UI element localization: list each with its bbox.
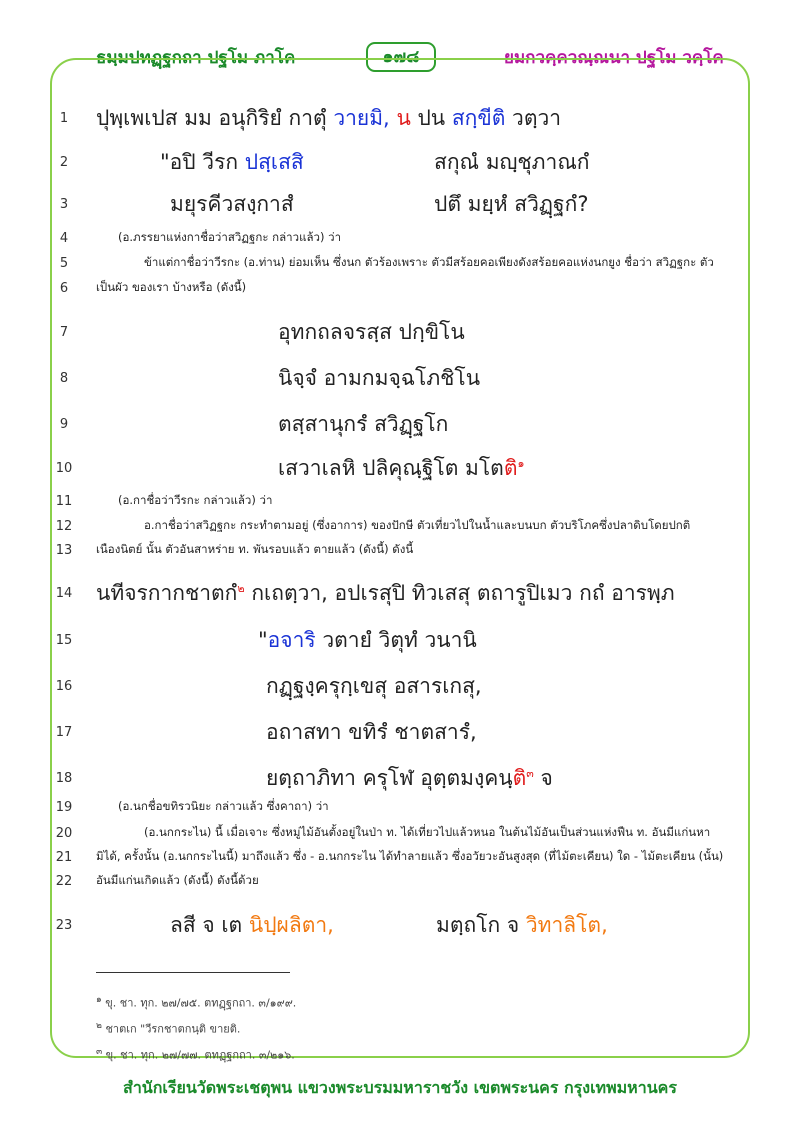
line-text [96, 577, 675, 610]
line-text [278, 452, 524, 485]
text-segment: ลสี จ เต [170, 913, 249, 937]
line-number: 14 [55, 586, 73, 601]
line-number: 9 [59, 417, 69, 432]
text-segment: สกฺขีติ [451, 106, 506, 130]
text-segment: อถาสทา ขทิรํ ชาตสารํ, [266, 720, 477, 744]
line-number: 6 [59, 281, 69, 296]
line-number: 21 [55, 850, 73, 865]
line-number: 17 [55, 725, 73, 740]
text-segment: นิจฺจํ อามกมจฺฉโภชิโน [278, 366, 481, 390]
text-segment: วายมิ, [333, 106, 390, 130]
line-text [278, 362, 480, 395]
text-segment: มยุรคีวสงฺกาสํ [170, 192, 294, 216]
line-text [278, 408, 448, 441]
line-text [170, 909, 334, 942]
text-segment: ติ [512, 766, 527, 790]
text-segment: (อ.นกชื่อขทิรวนิยะ กล่าวแล้ว ซึ่งคาถา) ว่า [118, 799, 329, 813]
text-segment: ปุพฺเพเปส มม อนุกิริยํ กาตุํ [96, 106, 334, 130]
text-segment: วตฺวา [505, 106, 562, 130]
text-segment: วิทาลิโต, [525, 913, 608, 937]
line-number: 10 [55, 461, 73, 476]
text-segment: อจาริ [267, 628, 316, 652]
line-text [144, 824, 710, 842]
line-text [96, 541, 413, 559]
text-segment: ปตึ มยฺหํ สวิฏฺฐกํ? [434, 192, 589, 216]
footnote-3: $^๓$ ขุ. ชา. ทุก. ๒๗/๗๗. ตทฏฺฐกถา. ๓/๒๑๖. [96, 1047, 295, 1062]
text-segment: (อ.ภรรยาแห่งกาชื่อว่าสวิฏฐกะ กล่าวแล้ว) ว่า [118, 230, 342, 244]
text-segment: ข้าแต่กาชื่อว่าวีรกะ (อ.ท่าน) ย่อมเห็น ซึ่งนก ตัวร้องเพราะ ตัวมีสร้อยคอเพียงดังสร้อยคอแห่งนกยูง ชื่อว่า สวิฏฐกะ ตัว [144, 255, 714, 269]
text-segment: อุทกถลจรสฺส ปกฺขิโน [278, 320, 465, 344]
line-text [118, 798, 329, 816]
footnote-marker: ๑ [517, 457, 525, 470]
text-segment: "อปิ วีรก [160, 150, 245, 174]
footnote-2: $^๒$ ชาตเก "วีรกชาตกนฺติ ขายติ. [96, 1021, 241, 1036]
footnote-marker: ๓ [526, 767, 534, 780]
line-text [118, 229, 341, 247]
page-number-box: ๑๗๘ [366, 42, 436, 72]
text-segment: กฏฺฐงฺครุกฺเขสุ อสารเกสุ, [266, 674, 482, 698]
footnote-1: $^๑$ ขุ. ชา. ทุก. ๒๗/๗๕. ตทฏฺฐกถา. ๓/๑๙๙. [96, 995, 297, 1010]
text-segment: ยตฺถาภิทา ครุโฬ อุตฺตมงฺคนฺ [266, 766, 513, 790]
line-number: 5 [59, 256, 69, 271]
line-text [96, 872, 259, 890]
text-segment: (อ.กาชื่อว่าวีรกะ กล่าวแล้ว) ว่า [118, 493, 273, 507]
line-number: 19 [55, 800, 73, 815]
line-number: 8 [59, 371, 69, 386]
text-segment: กเถตฺวา, อปเรสุปิ ทิวเสสุ ตถารูปิเมว กถํ อารพฺภ [244, 581, 675, 605]
line-number: 12 [55, 519, 73, 534]
text-segment: ติ [503, 456, 518, 480]
text-segment: มิได้, ครั้งนั้น (อ.นกกระไนนี้) มาถึงแล้ว ซึ่ง - อ.นกกระไน ได้ทำลายแล้ว ซึ่งอวัยวะอันสูงสุด (ที่ไม้ตะเคียน) ใด - ไม้ตะเคียน (นั้น) [96, 849, 724, 863]
footnote-marker: ๒ [237, 582, 245, 595]
text-segment: จ [533, 766, 553, 790]
text-segment: สกุณํ มญฺชุภาณกํ [434, 150, 590, 174]
line-text [144, 254, 714, 272]
line-number: 15 [55, 633, 73, 648]
text-segment: ตสฺสานุกรํ สวิฏฺฐโก [278, 412, 449, 436]
line-number: 18 [55, 771, 73, 786]
line-number: 16 [55, 679, 73, 694]
line-text-second-half [434, 146, 590, 179]
line-text [266, 762, 553, 795]
footnote-separator [96, 972, 290, 973]
line-text [160, 146, 304, 179]
line-text [266, 670, 482, 703]
line-text [96, 279, 246, 297]
line-number: 11 [55, 494, 73, 509]
line-number: 22 [55, 874, 73, 889]
header-right-title: ยมกวคฺควณฺณนา ปฐโม วคฺโค [504, 48, 724, 68]
line-number: 13 [55, 543, 73, 558]
text-segment: เนืองนิตย์ นั้น ตัวอันสาหร่าย ท. พันรอบแล้ว ตายแล้ว (ดังนี้) ดังนี้ [96, 542, 414, 556]
line-text [278, 316, 465, 349]
text-segment: " [258, 628, 268, 652]
line-number: 23 [55, 918, 73, 933]
line-text-second-half [436, 909, 608, 942]
text-segment: วตายํ วิตุทํ วนานิ [315, 628, 477, 652]
line-text [170, 188, 294, 221]
line-number: 20 [55, 826, 73, 841]
line-text-second-half [434, 188, 588, 221]
line-text [258, 624, 477, 657]
text-segment: อันมีแก่นเกิดแล้ว (ดังนี้) ดังนี้ด้วย [96, 873, 259, 887]
text-segment: เป็นผัว ของเรา บ้างหรือ (ดังนี้) [96, 280, 247, 294]
text-segment: (อ.นกกระไน) นี้ เมื่อเจาะ ซึ่งหมู่ไม้อันตั้งอยู่ในป่า ท. ได้เที่ยวไปแล้วหนอ ในต้นไม้อันเป็นส่วนแห่งฟืน ท. อันมีแก่นหา [144, 825, 711, 839]
header-left-title: ธมฺมปทฏฺฐกถา ปฐโม ภาโค [96, 48, 296, 68]
line-text [96, 102, 561, 135]
text-segment: อ.กาชื่อว่าสวิฏฐกะ กระทำตามอยู่ (ซึ่งอาการ) ของปักษี ตัวเที่ยวไปในน้ำและบนบก ตัวบริโภคซึ่งปลาดิบโดยปกติ [144, 518, 691, 532]
line-text [118, 492, 272, 510]
line-text [266, 716, 477, 749]
text-segment: น [396, 106, 411, 130]
text-segment: ปสฺเสสิ [244, 150, 304, 174]
line-number: 2 [59, 155, 69, 170]
text-segment: มตฺถโก จ [436, 913, 526, 937]
text-segment: นทีจรกากชาตกํ [96, 581, 238, 605]
line-number: 3 [59, 197, 69, 212]
line-text [96, 848, 723, 866]
line-number: 7 [59, 325, 69, 340]
footer-institution: สำนักเรียนวัดพระเชตุพน แขวงพระบรมมหาราชวัง เขตพระนคร กรุงเทพมหานคร [123, 1078, 677, 1097]
text-segment: ปน [410, 106, 452, 130]
text-segment: นิปฺผลิตา, [248, 913, 334, 937]
text-segment: เสวาเลหิ ปลิคุณฺฐิโต มโต [278, 456, 504, 480]
line-text [144, 517, 690, 535]
line-number: 4 [59, 231, 69, 246]
line-number: 1 [59, 111, 69, 126]
